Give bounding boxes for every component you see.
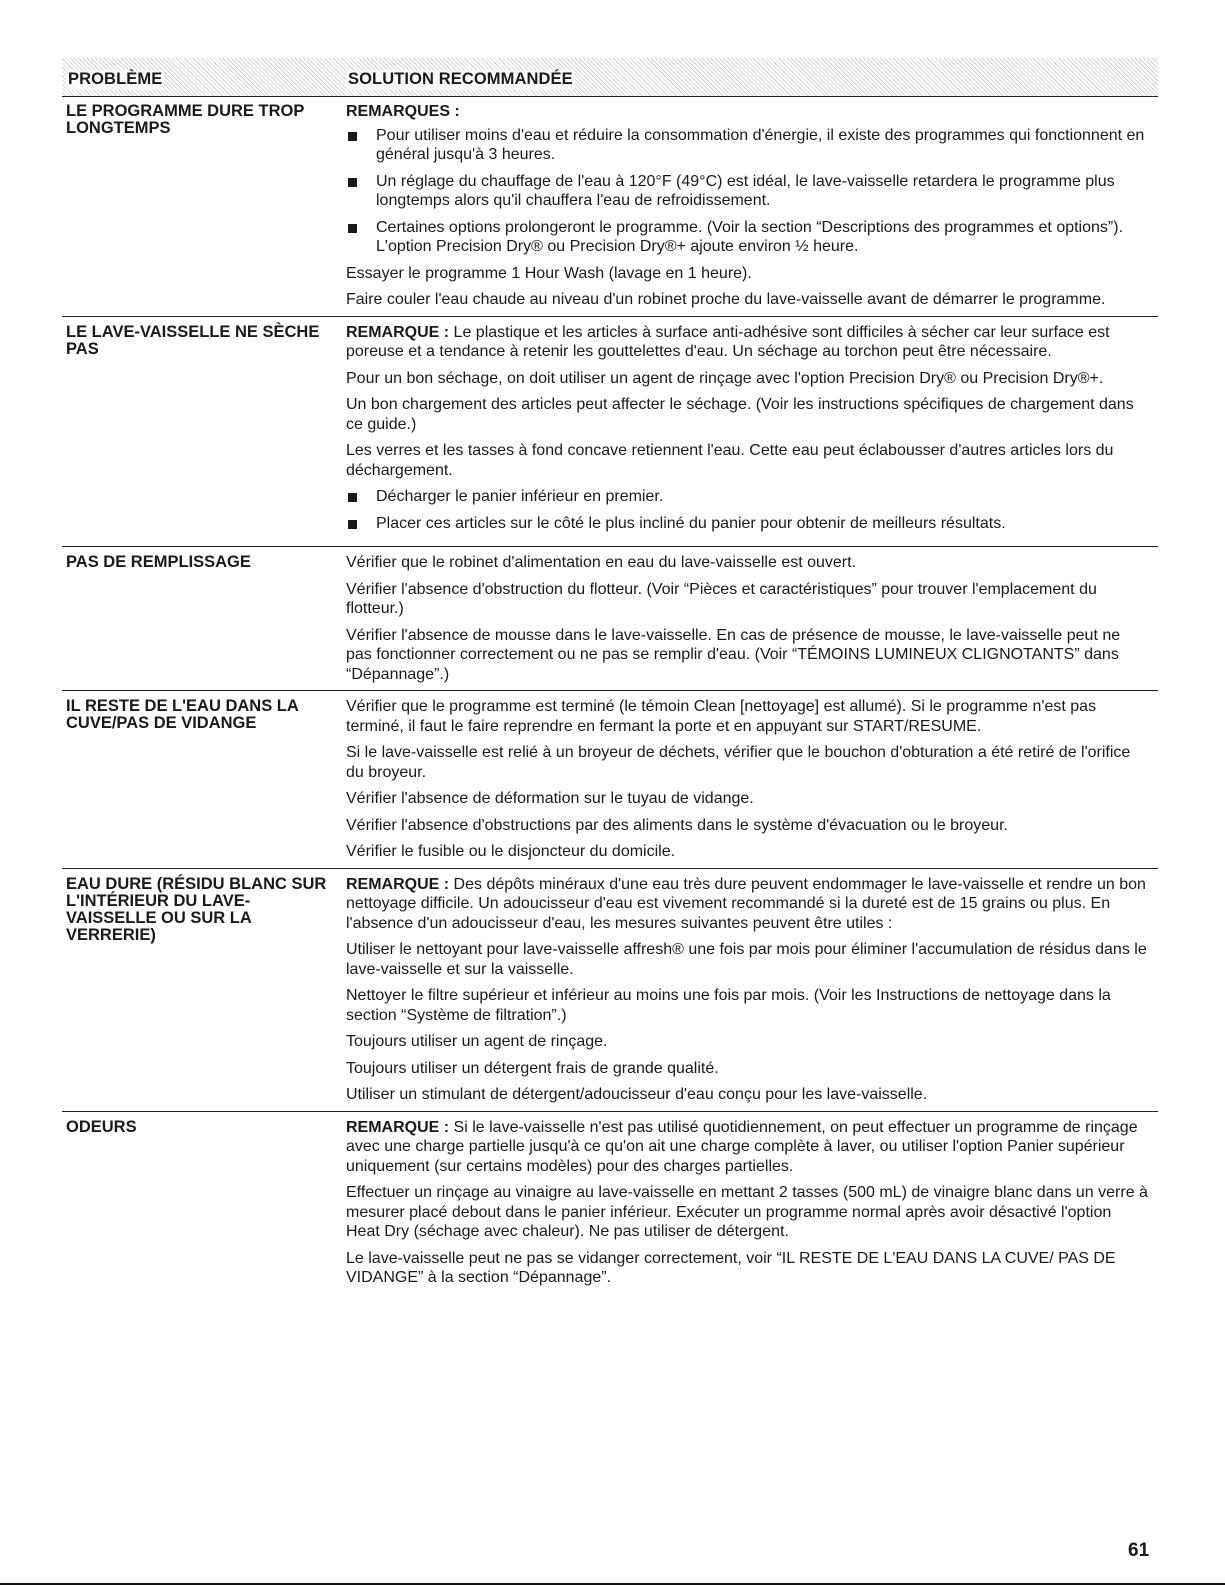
list-item: Certaines options prolongeront le programme. (Voir la section “Descriptions des programmes et options”). L'option Precision Dry® ou Precision Dry®+ ajoute environ ½ heure.	[346, 218, 1148, 257]
solution-cell	[346, 1118, 1158, 1288]
solution-paragraph: Vérifier l'absence de déformation sur le tuyau de vidange.	[346, 790, 754, 807]
note-label: REMARQUE :	[346, 875, 450, 893]
solution-cell	[346, 875, 1158, 1105]
solution-paragraph: Vérifier l'absence d'obstructions par des aliments dans le système d'évacuation ou le broyeur.	[346, 816, 1008, 834]
list-item: Pour utiliser moins d'eau et réduire la consommation d'énergie, il existe des programmes qui fonctionnent en général jusqu'à 3 heures.	[346, 126, 1148, 165]
solution-paragraph: Vérifier le fusible ou le disjoncteur du domicile.	[346, 843, 676, 860]
note-label: REMARQUE :	[346, 323, 450, 341]
column-header-problem: PROBLÈME	[68, 70, 163, 88]
note-text: Si le lave-vaisselle n'est pas utilisé quotidiennement, on peut effectuer un programme de rinçage avec une charge partielle jusqu'à ce qu'on ait une charge complète à laver, ou utiliser l'option Panier supérieur uniquement (sur certains modèles) pour des charges partielles.	[346, 1118, 1138, 1175]
table-header	[62, 58, 1158, 97]
table-row	[62, 1111, 1158, 1294]
note-paragraph	[346, 1118, 1148, 1177]
solution-paragraph: Essayer le programme 1 Hour Wash (lavage en 1 heure).	[346, 264, 752, 282]
list-item: Un réglage du chauffage de l'eau à 120°F (49°C) est idéal, le lave-vaisselle retardera le programme plus longtemps alors qu'il chauffera l'eau de refroidissement.	[346, 172, 1148, 211]
solution-paragraph: Toujours utiliser un détergent frais de grande qualité.	[346, 1059, 719, 1077]
remarks-heading: REMARQUES :	[346, 103, 460, 120]
solution-paragraph: Pour un bon séchage, on doit utiliser un agent de rinçage avec l'option Precision Dry® ou Precision Dry®+.	[346, 369, 1104, 387]
solution-paragraph: Un bon chargement des articles peut affecter le séchage. (Voir les instructions spécifiques de chargement dans ce guide.)	[346, 396, 1134, 433]
troubleshooting-table	[62, 96, 1158, 1294]
solution-paragraph: Le lave-vaisselle peut ne pas se vidanger correctement, voir “IL RESTE DE L'EAU DANS LA CUVE/ PAS DE VIDANGE” à la section “Dépannage”.	[346, 1249, 1116, 1286]
note-text: Des dépôts minéraux d'une eau très dure peuvent endommager le lave-vaisselle et rendre un bon nettoyage difficile. Un adoucisseur d'eau est vivement recommandé si la dureté est de 15 grains ou plus. En l'absence d'un adoucisseur d'eau, les mesures suivantes peuvent être utiles :	[346, 875, 1146, 932]
solution-paragraph: Vérifier que le robinet d'alimentation en eau du lave-vaisselle est ouvert.	[346, 554, 857, 571]
solution-paragraph: Les verres et les tasses à fond concave retiennent l'eau. Cette eau peut éclabousser d'autres articles lors du déchargement.	[346, 442, 1114, 479]
column-header-solution: SOLUTION RECOMMANDÉE	[348, 70, 573, 88]
solution-cell	[346, 102, 1158, 310]
problem-cell: ODEURS	[66, 1117, 137, 1136]
page-number: 61	[1128, 1540, 1150, 1561]
solution-paragraph: Si le lave-vaisselle est relié à un broyeur de déchets, vérifier que le bouchon d'obturation a été retiré de l'orifice du broyeur.	[346, 744, 1131, 781]
problem-cell: LE PROGRAMME DURE TROP LONGTEMPS	[66, 102, 305, 137]
problem-cell: LE LAVE-VAISSELLE NE SÈCHE PAS	[66, 322, 320, 358]
note-text: Le plastique et les articles à surface anti-adhésive sont difficiles à sécher car leur surface est poreuse et a tendance à retenir les gouttelettes d'eau. Un séchage au torchon peut être nécessaire.	[346, 323, 1110, 360]
problem-cell: PAS DE REMPLISSAGE	[66, 553, 251, 571]
solution-paragraph: Toujours utiliser un agent de rinçage.	[346, 1033, 608, 1050]
note-label: REMARQUE :	[346, 1118, 450, 1136]
bullet-list	[346, 487, 1148, 533]
table-row	[62, 690, 1158, 868]
solution-paragraph: Effectuer un rinçage au vinaigre au lave-vaisselle en mettant 2 tasses (500 mL) de vinaigre blanc dans un verre à mesurer placé debout dans le panier inférieur. Exécuter un programme normal après avoir désactivé l'option Heat Dry (séchage avec chaleur). Ne pas utiliser de détergent.	[346, 1184, 1148, 1240]
table-row	[62, 546, 1158, 690]
solution-cell	[346, 323, 1158, 541]
solution-paragraph: Vérifier l'absence d'obstruction du flotteur. (Voir “Pièces et caractéristiques” pour trouver l'emplacement du flotteur.)	[346, 580, 1097, 617]
solution-paragraph: Vérifier que le programme est terminé (le témoin Clean [nettoyage] est allumé). Si le programme n'est pas terminé, il faut le faire reprendre en fermant la porte et en appuyant sur START/RESUME.	[346, 698, 1097, 735]
solution-paragraph: Faire couler l'eau chaude au niveau d'un robinet proche du lave-vaisselle avant de démarrer le programme.	[346, 291, 1106, 308]
solution-cell	[346, 697, 1158, 862]
note-paragraph	[346, 323, 1148, 362]
list-item: Décharger le panier inférieur en premier.	[346, 487, 1148, 507]
table-row	[62, 868, 1158, 1111]
bullet-list	[346, 126, 1148, 257]
solution-cell	[346, 553, 1158, 684]
problem-cell: IL RESTE DE L'EAU DANS LA CUVE/PAS DE VIDANGE	[66, 697, 299, 732]
list-item: Placer ces articles sur le côté le plus incliné du panier pour obtenir de meilleurs résultats.	[346, 514, 1148, 534]
solution-paragraph: Utiliser le nettoyant pour lave-vaisselle affresh® une fois par mois pour éliminer l'accumulation de résidus dans le lave-vaisselle et sur la vaisselle.	[346, 941, 1147, 978]
solution-paragraph: Utiliser un stimulant de détergent/adoucisseur d'eau conçu pour les lave-vaisselle.	[346, 1086, 928, 1103]
table-row	[62, 96, 1158, 316]
problem-cell: EAU DURE (RÉSIDU BLANC SUR L'INTÉRIEUR DU LAVE-VAISSELLE OU SUR LA VERRERIE)	[66, 874, 327, 944]
solution-paragraph: Vérifier l'absence de mousse dans le lave-vaisselle. En cas de présence de mousse, le lave-vaisselle peut ne pas fonctionner correctement ou ne pas se remplir d'eau. (Voir “TÉMOINS LUMINEUX CLIGNOTANTS” dans “Dépannage”.)	[346, 626, 1121, 683]
note-paragraph	[346, 875, 1148, 934]
table-row	[62, 316, 1158, 547]
solution-paragraph: Nettoyer le filtre supérieur et inférieur au moins une fois par mois. (Voir les Instructions de nettoyage dans la section “Système de filtration”.)	[346, 987, 1111, 1024]
